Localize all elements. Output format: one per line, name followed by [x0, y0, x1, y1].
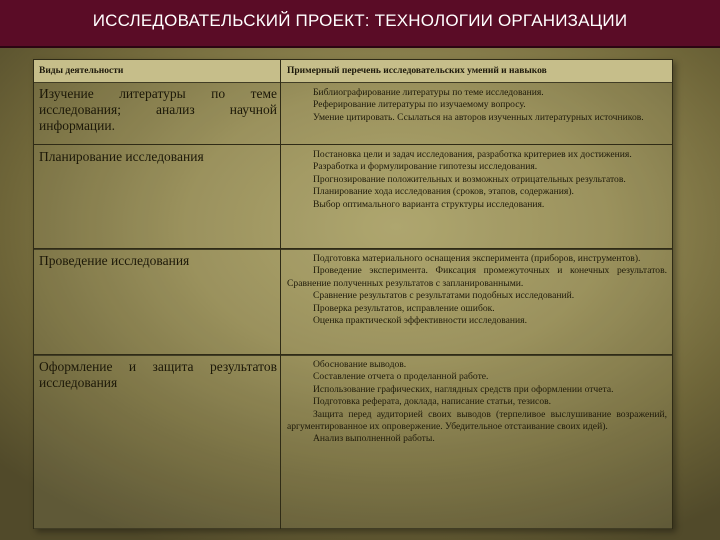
activity-cell [34, 82, 281, 144]
page-title: ИССЛЕДОВАТЕЛЬСКИЙ ПРОЕКТ: ТЕХНОЛОГИИ ОРГАНИЗАЦИИ [92, 11, 628, 30]
skill-item: Разработка и формулирование гипотезы исследования. [313, 161, 538, 173]
skill-item: Составление отчета о проделанной работе. [313, 371, 489, 383]
activity-cell [34, 145, 281, 249]
skill-item: Оценка практической эффективности исследования. [313, 315, 527, 327]
title-bar [0, 0, 720, 48]
header-activity: Виды деятельности [34, 60, 281, 82]
table-row [34, 248, 672, 356]
skill-item: Подготовка материального оснащения эксперимента (приборов, инструментов). [313, 253, 641, 264]
skill-item: Обоснование выводов. [313, 359, 407, 370]
skill-item: Реферирование литературы по изучаемому вопросу. [313, 99, 526, 111]
skill-item: Защита перед аудиторией своих выводов (терпеливое выслушивание возражений, аргументированное их опровержение. Убедительное отстаивание своих идей). [287, 408, 667, 433]
skill-item: Подготовка реферата, доклада, написание статьи, тезисов. [313, 396, 552, 408]
skills-cell [281, 82, 672, 144]
table-row [34, 144, 672, 250]
skill-item: Проверка результатов, исправление ошибок. [313, 302, 495, 314]
table-row [34, 354, 672, 529]
skill-item: Постановка цели и задач исследования, разработка критериев их достижения. [313, 149, 632, 160]
skill-item: Сравнение результатов с результатами подобных исследований. [313, 290, 575, 302]
activity-text: Оформление и защита результатов исследования [39, 359, 277, 390]
table-row [34, 82, 672, 145]
skill-item: Прогнозирование положительных и возможных отрицательных результатов. [313, 173, 626, 185]
skill-item: Библиографирование литературы по теме исследования. [313, 87, 544, 98]
skill-item: Использование графических, наглядных средств при оформлении отчета. [313, 383, 614, 395]
skills-cell [281, 355, 672, 529]
research-stages-table [33, 59, 673, 529]
skills-cell [281, 145, 672, 249]
header-skills: Примерный перечень исследовательских умений и навыков [287, 66, 547, 76]
skill-item: Проведение эксперимента. Фиксация промежуточных и конечных результатов. Сравнение полученных результатов с запланированными. [287, 265, 667, 289]
skill-item: Выбор оптимального варианта структуры исследования. [313, 198, 545, 210]
table-header-row [34, 60, 672, 83]
skill-item: Анализ выполненной работы. [313, 433, 435, 445]
activity-text: Изучение литературы по теме исследования; анализ научной информации. [39, 86, 277, 133]
skill-item: Умение цитировать. Ссылаться на авторов изученных литературных источников. [313, 111, 644, 123]
activity-text: Планирование исследования [39, 149, 204, 164]
skills-cell [281, 249, 672, 355]
activity-cell [34, 249, 281, 355]
activity-cell [34, 355, 281, 529]
activity-text: Проведение исследования [39, 253, 190, 268]
skill-item: Планирование хода исследования (сроков, этапов, содержания). [313, 186, 574, 198]
